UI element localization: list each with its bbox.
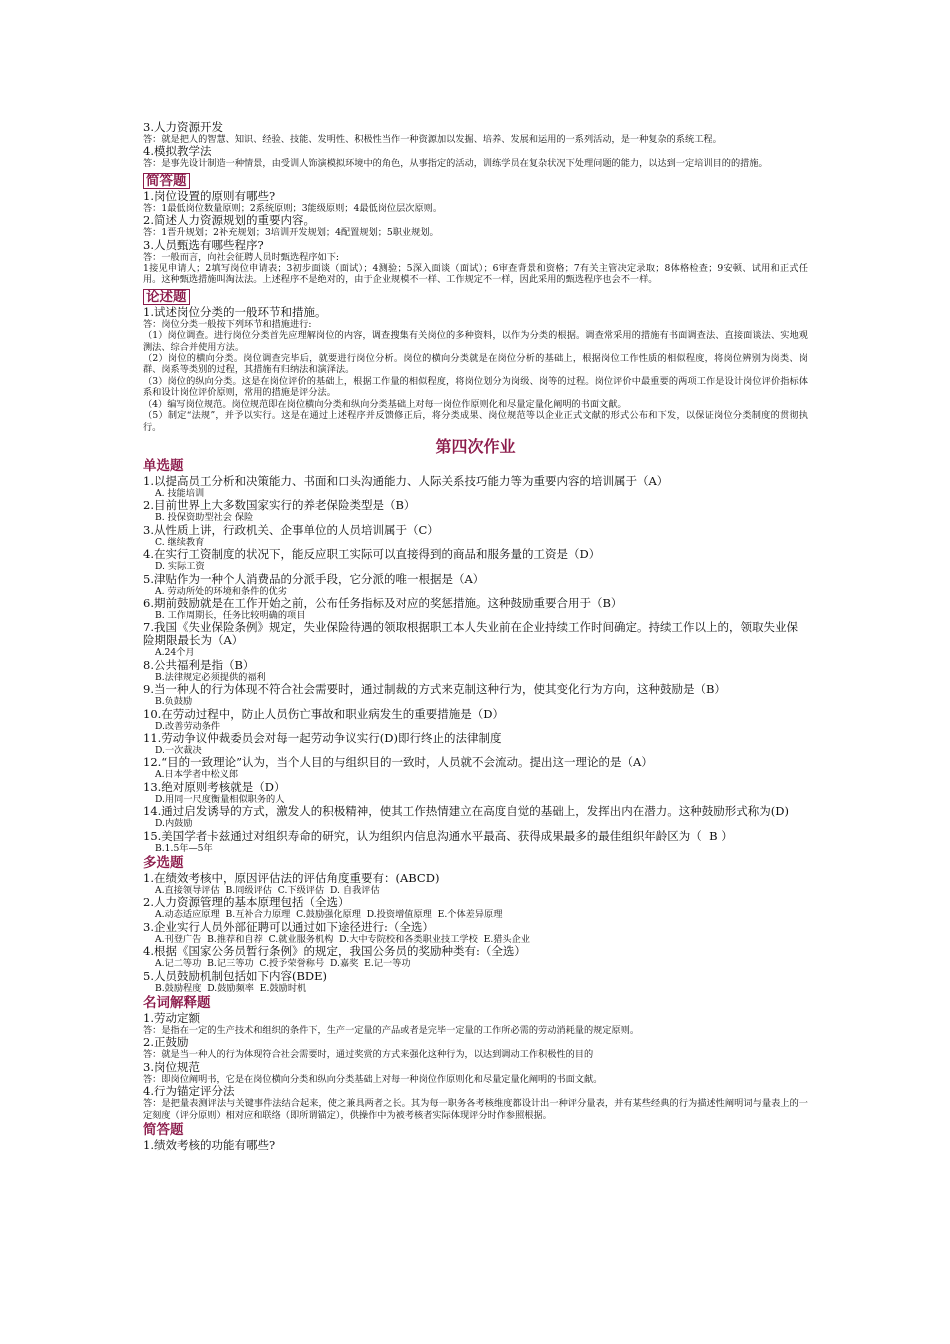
question: 2.简述人力资源规划的重要内容。 (143, 213, 315, 228)
answer-option: A. 劳动所处的环境和条件的优劣 (155, 585, 287, 597)
answer-option: A.刊登广告 B.推荐和自荐 C.就业服务机构 D.大中专院校和各类职业技工学校 E.猎头企业 (155, 933, 530, 945)
question: 8.公共福利是指（B） (143, 657, 255, 672)
section-heading-short-answer: 简答题 (143, 173, 190, 189)
question: 2.人力资源管理的基本原理包括（全选） (143, 895, 350, 910)
term-answer: 答：即岗位阐明书，它是在岗位横向分类和纵向分类基础上对每一种岗位作原则化和尽量定量化阐明的书面文献。 (143, 1073, 603, 1085)
question: 9.当一种人的行为体现不符合社会需要时，通过制裁的方式来克制这种行为，使其变化行为方向，这种鼓励是（B） (143, 682, 726, 697)
section-heading-term-explanation: 名词解释题 (143, 995, 211, 1012)
answer-option: B.1.5年—5年 (155, 842, 213, 854)
question: 3.人员甄选有哪些程序? (143, 237, 264, 252)
term-title: 2.正鼓励 (143, 1035, 189, 1050)
answer-option: A.日本学者中松义郎 (155, 769, 239, 781)
homework-title: 第四次作业 (435, 436, 516, 456)
section-heading-short-answer: 简答题 (143, 1122, 184, 1139)
term-answer: 答：是把量表测评法与关键事件法结合起来，使之兼具两者之长。其为每一职务各考核维度都设计出一种评分量表，并有某些经典的行为描述性阐明词与量表上的一定刻度（评分原则）相对应和联络（即所谓锚定），供操作中为被考核者实际体现评分时作参照根据。 (143, 1098, 808, 1121)
answer-option: A.动态适应原理 B.互补合力原理 C.鼓励强化原理 D.投资增值原理 E.个体差异原理 (155, 909, 503, 921)
answer-option: D.一次裁决 (155, 744, 202, 756)
section-heading-single-choice: 单选题 (143, 457, 184, 474)
answer-option: D.内鼓励 (155, 818, 193, 830)
question: 1.绩效考核的功能有哪些? (143, 1138, 276, 1153)
question: 5.人员鼓励机制包括如下内容(BDE) (143, 968, 328, 983)
question: 12.“目的一致理论”认为，当个人目的与组织目的一致时，人员就不会流动。提出这一理论的是（A） (143, 755, 653, 770)
term-title: 3.岗位规范 (143, 1059, 200, 1074)
answer-option: D.用同一尺度衡量相似职务的人 (155, 793, 285, 805)
question: 3.从性质上讲，行政机关、企事单位的人员培训属于（C） (143, 522, 439, 537)
answer: 答：1最低岗位数量原则；2系统原则；3能级原则；4最低岗位层次原则。 (143, 202, 443, 214)
question: 2.目前世界上大多数国家实行的养老保险类型是（B） (143, 498, 416, 513)
term-answer: 答：就是当一种人的行为体现符合社会需要时，通过奖赏的方式来强化这种行为，以达到调动工作积极性的目的 (143, 1049, 594, 1061)
answer-option: B.负鼓励 (155, 696, 193, 708)
question: 15.美国学者卡兹通过对组织寿命的研究，认为组织内信息沟通水平最高、获得成果最多的最佳组织年龄区为（ B ） (143, 828, 733, 843)
section-heading-multiple-choice: 多选题 (143, 855, 184, 871)
question: 5.津贴作为一种个人消费品的分派手段，它分派的唯一根据是（A） (143, 571, 485, 586)
answer-option: B.法律规定必须提供的福利 (155, 671, 266, 683)
answer: 答：一般而言，向社会征聘人员时甄选程序如下: 1接见申请人；2填写岗位申请表；3初步面谈（面试）；4测验；5深入面谈（面试）；6审查背景和资格；7有关主管决定录取；8体格检查；9安顿、试用和正式任用。这种甄选措施叫淘汰法。上述程序不是绝对的，由于企业规模不一样、工作规定不一样，因此采用的甄选程序也会不一样。 (143, 251, 808, 286)
question: 4.根据《国家公务员暂行条例》的规定，我国公务员的奖励种类有:（全选） (143, 944, 526, 959)
question: 6.期前鼓励就是在工作开始之前，公布任务指标及对应的奖惩措施。这种鼓励重要合用于（B） (143, 595, 623, 610)
question: 14.通过启发诱导的方式，激发人的积极精神，使其工作热情建立在高度自觉的基础上，发挥出内在潜力。这种鼓励形式称为(D) (143, 804, 789, 819)
answer-option: A.24个月 (155, 647, 195, 659)
term-title: 1.劳动定额 (143, 1011, 200, 1026)
question: 7.我国《失业保险条例》规定，失业保险待遇的领取根据职工本人失业前在企业持续工作时间确定。持续工作以上的，领取失业保险期限最长为（A） (143, 620, 798, 648)
term-title: 4.行为锚定评分法 (143, 1084, 235, 1099)
question: 3.企业实行人员外部征聘可以通过如下途径进行:（全选） (143, 919, 434, 934)
answer-option: B.鼓励程度 D.鼓励频率 E.鼓励时机 (155, 982, 307, 994)
answer-option: A. 技能培训 (155, 487, 205, 499)
question: 1.岗位设置的原则有哪些? (143, 188, 276, 203)
term-answer: 答：是事先设计制造一种情景，由受训人饰演模拟环境中的角色，从事指定的活动，训练学员在复杂状况下处理问题的能力，以达到一定培训目的的措施。 (143, 158, 768, 170)
question: 1.试述岗位分类的一般环节和措施。 (143, 304, 327, 319)
answer-option: B. 工作周期长，任务比较明确的项目 (155, 609, 306, 621)
term-answer: 答：就是把人的智慧、知识、经验、技能、发明性、积极性当作一种资源加以发掘、培养、发展和运用的一系列活动，是一种复杂的系统工程。 (143, 134, 722, 145)
question: 1.以提高员工分析和决策能力、书面和口头沟通能力、人际关系技巧能力等为重要内容的培训属于（A） (143, 473, 669, 488)
document-body (143, 121, 808, 1152)
answer: 答：岗位分类一般按下列环节和措施进行: （1）岗位调查。进行岗位分类首先应理解岗位的内容，调查搜集有关岗位的多种资料，以作为分类的根据。调查常采用的措施有书面调查法、直接面谈法、实地观测法、综合并使用方法。 （2）岗位的横向分类。岗位调查完毕后，就要进行岗位分析。岗位的横向分类就是在岗位分析的基础上，根据岗位工作性质的相似程度，将岗位辨别为岗类、岗群、岗系等类别的过程，其措施有归纳法和演泽法。 （3）岗位的纵向分类。这是在岗位评价的基础上，根据工作量的相似程度，将岗位划分为岗级、岗等的过程。岗位评价中最重要的两项工作是设计岗位评价指标体系和设计岗位评价原则，常用的措施是评分法。 （4）编写岗位规范。岗位规范即在岗位横向分类和纵向分类基础上对每一岗位作原则化和尽量定量化阐明的书面文献。 （5）制定“法规”，并予以实行。这是在通过上述程序并反馈修正后，将分类成果、岗位规范等以企业正式文献的形式公布和下发，以保证岗位分类制度的贯彻执行。 (143, 318, 808, 433)
question: 4.在实行工资制度的状况下，能反应职工实际可以直接得到的商品和服务量的工资是（D） (143, 547, 601, 562)
answer-option: A.直接领导评估 B.同级评估 C.下级评估 D. 自我评估 (155, 885, 380, 896)
question: 10.在劳动过程中，防止人员伤亡事故和职业病发生的重要措施是（D） (143, 706, 505, 721)
section-heading-essay: 论述题 (143, 289, 190, 305)
question: 11.劳动争议仲裁委员会对每一起劳动争议实行(D)即行终止的法律制度 (143, 730, 502, 745)
answer-option: B. 投保资助型社会 保险 (155, 512, 254, 524)
question: 13.绝对原则考核就是（D） (143, 779, 286, 794)
question: 1.在绩效考核中，原因评估法的评估角度重要有：(ABCD) (143, 871, 440, 885)
answer-option: D. 实际工资 (155, 561, 205, 573)
term-answer: 答：是指在一定的生产技术和组织的条件下，生产一定量的产品或者是完毕一定量的工作所必需的劳动消耗量的规定原则。 (143, 1025, 640, 1037)
term-title: 4.模拟教学法 (143, 144, 212, 159)
answer: 答：1晋升规划；2补充规划；3培训开发规划；4配置规划；5职业规划。 (143, 227, 439, 239)
section-heading-essay-row (143, 286, 808, 306)
section-heading-short-answer-row (143, 170, 808, 190)
answer-option: C. 继续教育 (155, 536, 205, 548)
answer-option: A.记二等功 B.记三等功 C.授予荣誉称号 D.嘉奖 E.记一等功 (155, 958, 411, 970)
term-title: 3.人力资源开发 (143, 120, 223, 134)
answer-option: D.改善劳动条件 (155, 720, 221, 732)
